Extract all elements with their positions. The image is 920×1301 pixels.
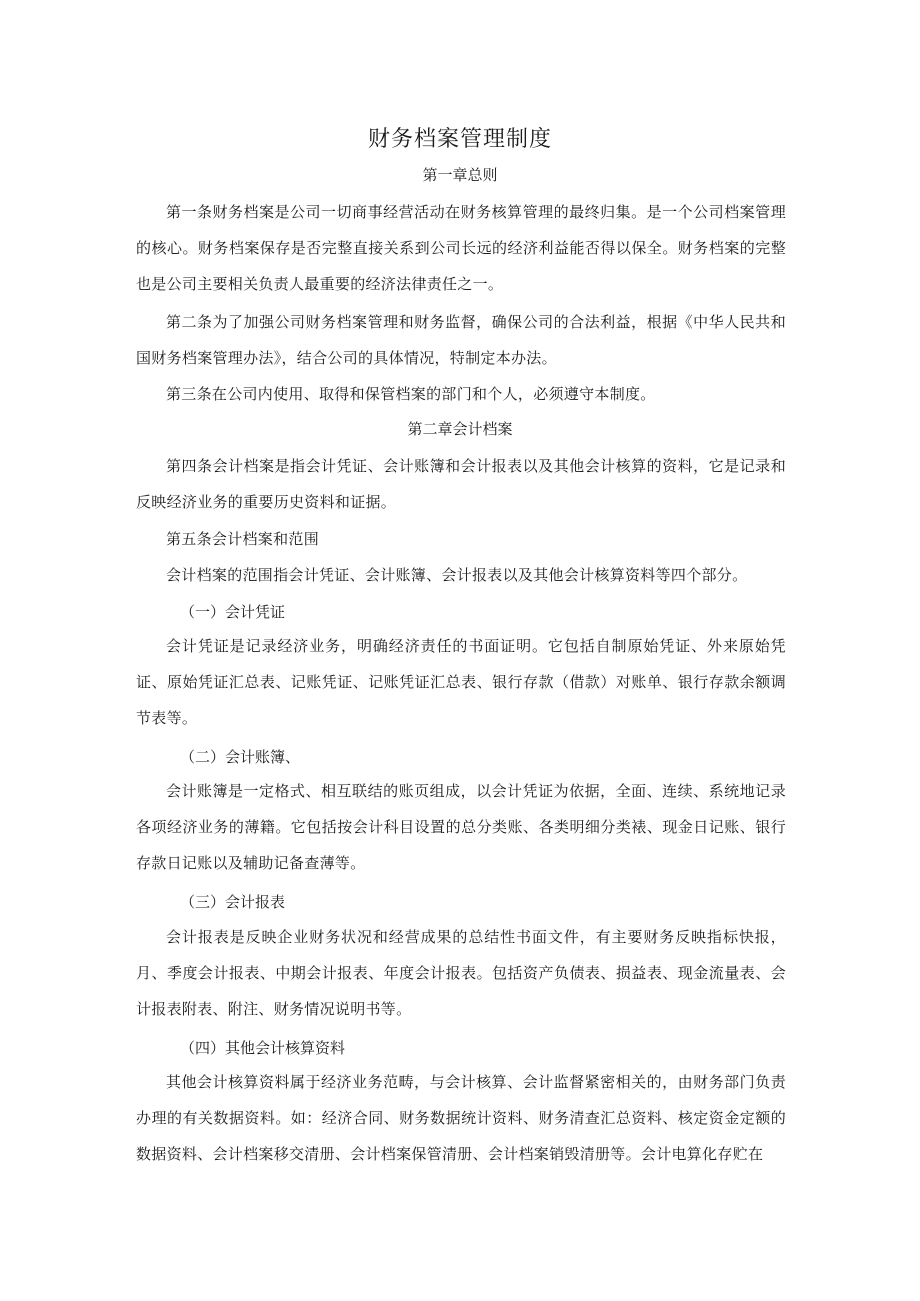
- section-2-text: 会计账簿是一定格式、相互联结的账页组成，以会计凭证为依据，全面、连续、系统地记录各项经济业务的薄籍。它包括按会计科目设置的总分类账、各类明细分类裱、现金日记账、银行存款日记账以及辅助记备查薄等。: [136, 782, 786, 872]
- section-3-text: 会计报表是反映企业财务状况和经营成果的总结性书面文件，有主要财务反映指标快报，月、季度会计报表、中期会计报表、年度会计报表。包括资产负债表、损益表、现金流量表、会计报表附表、附注、财务情况说明书等。: [136, 928, 786, 1018]
- article-3: 第三条在公司内使用、取得和保管档案的部门和个人，必须遵守本制度。: [166, 385, 656, 403]
- section-4-heading: （四）其他会计核算资料: [180, 1039, 346, 1057]
- article-5: 第五条会计档案和范围: [166, 530, 320, 548]
- section-3-heading: （三）会计报表: [180, 893, 286, 911]
- scope-paragraph: 会计档案的范围指会计凭证、会计账簿、会计报表以及其他会计核算资料等四个部分。: [166, 566, 748, 584]
- article-4: 第四条会计档案是指会计凭证、会计账簿和会计报表以及其他会计核算的资料，它是记录和反映经济业务的重要历史资料和证据。: [136, 457, 786, 511]
- section-1-heading: （一）会计凭证: [180, 603, 286, 621]
- chapter-2-heading: 第二章会计档案: [407, 420, 513, 438]
- article-2: 第二条为了加强公司财务档案管理和财务监督，确保公司的合法利益，根据《中华人民共和国财务档案管理办法》，结合公司的具体情况，特制定本办法。: [136, 313, 786, 367]
- document-title: 财务档案管理制度: [367, 127, 552, 152]
- article-1: 第一条财务档案是公司一切商事经营活动在财务核算管理的最终归集。是一个公司档案管理的核心。财务档案保存是否完整直接关系到公司长远的经济利益能否得以保全。财务档案的完整也是公司主要相关负责人最重要的经济法律责任之一。: [136, 203, 786, 293]
- section-4-text: 其他会计核算资料属于经济业务范畴，与会计核算、会计监督紧密相关的，由财务部门负责办理的有关数据资料。如：经济合同、财务数据统计资料、财务清查汇总资料、核定资金定额的数据资料、会计档案移交清册、会计档案保管清册、会计档案销毁清册等。会计电算化存贮在: [136, 1073, 786, 1163]
- section-2-heading: （二）会计账簿、: [180, 748, 301, 766]
- chapter-1-heading: 第一章总则: [422, 166, 498, 184]
- section-1-text: 会计凭证是记录经济业务，明确经济责任的书面证明。它包括自制原始凭证、外来原始凭证、原始凭证汇总表、记账凭证、记账凭证汇总表、银行存款（借款）对账单、银行存款余额调节表等。: [136, 637, 786, 727]
